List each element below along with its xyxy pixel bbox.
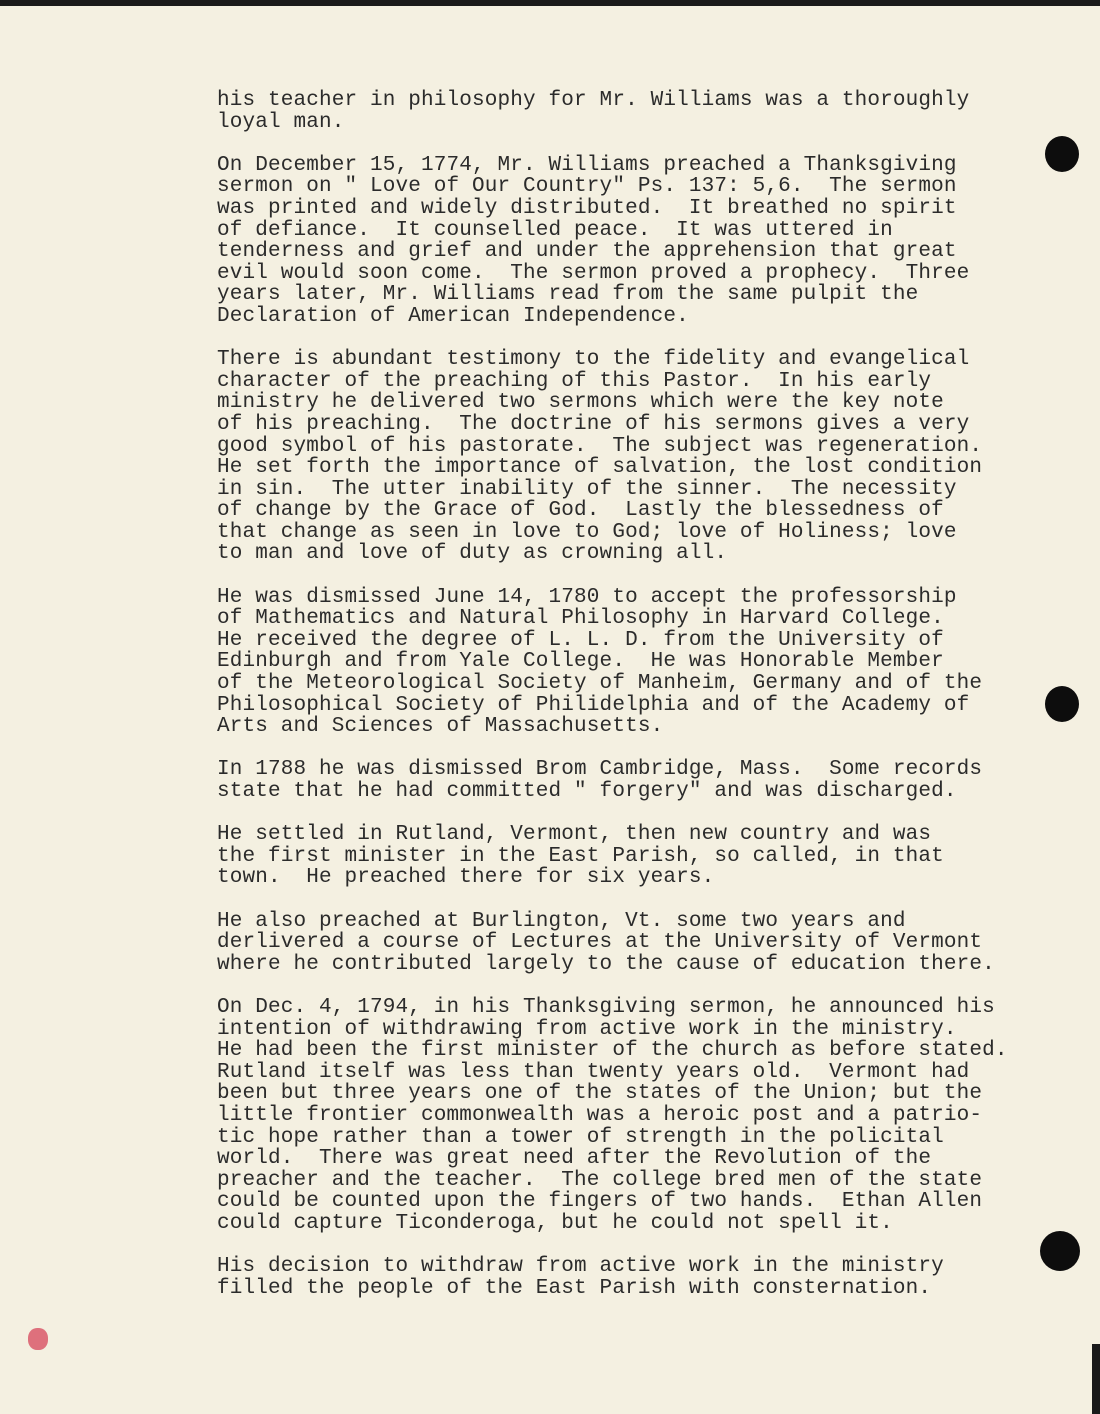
text-line: could capture Ticonderoga, but he could not spell it. (217, 1211, 893, 1235)
text-line: On December 15, 1774, Mr. Williams preached a Thanksgiving (217, 153, 957, 177)
scan-corner-edge (1092, 1344, 1100, 1414)
punch-hole (1040, 1231, 1080, 1271)
text-line: His decision to withdraw from active work in the ministry (217, 1255, 944, 1279)
text-line: Declaration of American Independence. (217, 304, 689, 328)
text-line: ministry he delivered two sermons which were the key note (217, 391, 944, 415)
text-line: character of the preaching of this Pastor. In his early (217, 369, 932, 393)
text-line: In 1788 he was dismissed Brom Cambridge, Mass. Some records (217, 758, 983, 782)
text-line: world. There was great need after the Revolution of the (217, 1147, 932, 1171)
text-line: of Mathematics and Natural Philosophy in Harvard College. (217, 607, 944, 631)
paragraph (217, 759, 1017, 802)
text-line: years later, Mr. Williams read from the same pulpit the (217, 283, 919, 307)
body-text (217, 90, 1017, 1321)
text-line: Arts and Sciences of Massachusetts. (217, 715, 664, 739)
text-line: the first minister in the East Parish, so called, in that (217, 844, 944, 868)
text-line: intention of withdrawing from active work in the ministry. (217, 1017, 957, 1041)
text-line: He had been the first minister of the church as before stated. (217, 1039, 1008, 1063)
typewritten-page (0, 6, 1100, 1414)
text-line: of change by the Grace of God. Lastly the blessedness of (217, 499, 944, 523)
text-line: of his preaching. The doctrine of his sermons gives a very (217, 412, 970, 436)
text-line: of the Meteorological Society of Manheim, Germany and of the (217, 672, 983, 696)
text-line: could be counted upon the fingers of two hands. Ethan Allen (217, 1190, 983, 1214)
text-line: loyal man. (217, 110, 345, 134)
text-line: sermon on " Love of Our Country" Ps. 137: 5,6. The sermon (217, 175, 957, 199)
text-line: Philosophical Society of Philidelphia and of the Academy of (217, 693, 970, 717)
text-line: was printed and widely distributed. It breathed no spirit (217, 196, 957, 220)
paragraph (217, 824, 1017, 889)
punch-hole (1045, 686, 1079, 722)
text-line: state that he had committed " forgery" and was discharged. (217, 780, 957, 803)
text-line: been but three years one of the states of the Union; but the (217, 1082, 983, 1106)
paragraph (217, 1256, 1017, 1299)
text-line: in sin. The utter inability of the sinner. The necessity (217, 477, 957, 501)
paragraph (217, 90, 1017, 133)
text-line: Rutland itself was less than twenty years old. Vermont had (217, 1060, 970, 1084)
text-line: preacher and the teacher. The college bred men of the state (217, 1168, 983, 1192)
text-line: town. He preached there for six years. (217, 866, 715, 890)
text-line: his teacher in philosophy for Mr. Williams was a thoroughly (217, 89, 970, 112)
ink-spot (28, 1328, 48, 1350)
paragraph (217, 911, 1017, 976)
text-line: He received the degree of L. L. D. from the University of (217, 628, 944, 652)
text-line: of defiance. It counselled peace. It was uttered in (217, 218, 893, 242)
paragraph (217, 997, 1017, 1235)
text-line: good symbol of his pastorate. The subject was regeneration. (217, 434, 983, 458)
text-line: derlivered a course of Lectures at the University of Vermont (217, 931, 983, 955)
text-line: He set forth the importance of salvation, the lost condition (217, 456, 983, 480)
text-line: that change as seen in love to God; love of Holiness; love (217, 520, 957, 544)
text-line: He settled in Rutland, Vermont, then new country and was (217, 823, 932, 847)
text-line: filled the people of the East Parish with consternation. (217, 1276, 932, 1300)
punch-hole (1045, 136, 1079, 172)
text-line: On Dec. 4, 1794, in his Thanksgiving sermon, he announced his (217, 995, 995, 1019)
text-line: There is abundant testimony to the fidelity and evangelical (217, 348, 970, 372)
paragraph (217, 155, 1017, 328)
text-line: little frontier commonwealth was a heroic post and a patrio- (217, 1103, 983, 1127)
text-line: He was dismissed June 14, 1780 to accept the professorship (217, 585, 957, 609)
text-line: evil would soon come. The sermon proved a prophecy. Three (217, 261, 970, 285)
text-line: to man and love of duty as crowning all. (217, 542, 728, 566)
text-line: He also preached at Burlington, Vt. some two years and (217, 909, 906, 933)
paragraph (217, 349, 1017, 565)
text-line: Edinburgh and from Yale College. He was Honorable Member (217, 650, 944, 674)
paragraph (217, 587, 1017, 738)
text-line: tic hope rather than a tower of strength in the policital (217, 1125, 944, 1149)
text-line: where he contributed largely to the cause of education there. (217, 952, 995, 976)
text-line: tenderness and grief and under the apprehension that great (217, 240, 957, 264)
